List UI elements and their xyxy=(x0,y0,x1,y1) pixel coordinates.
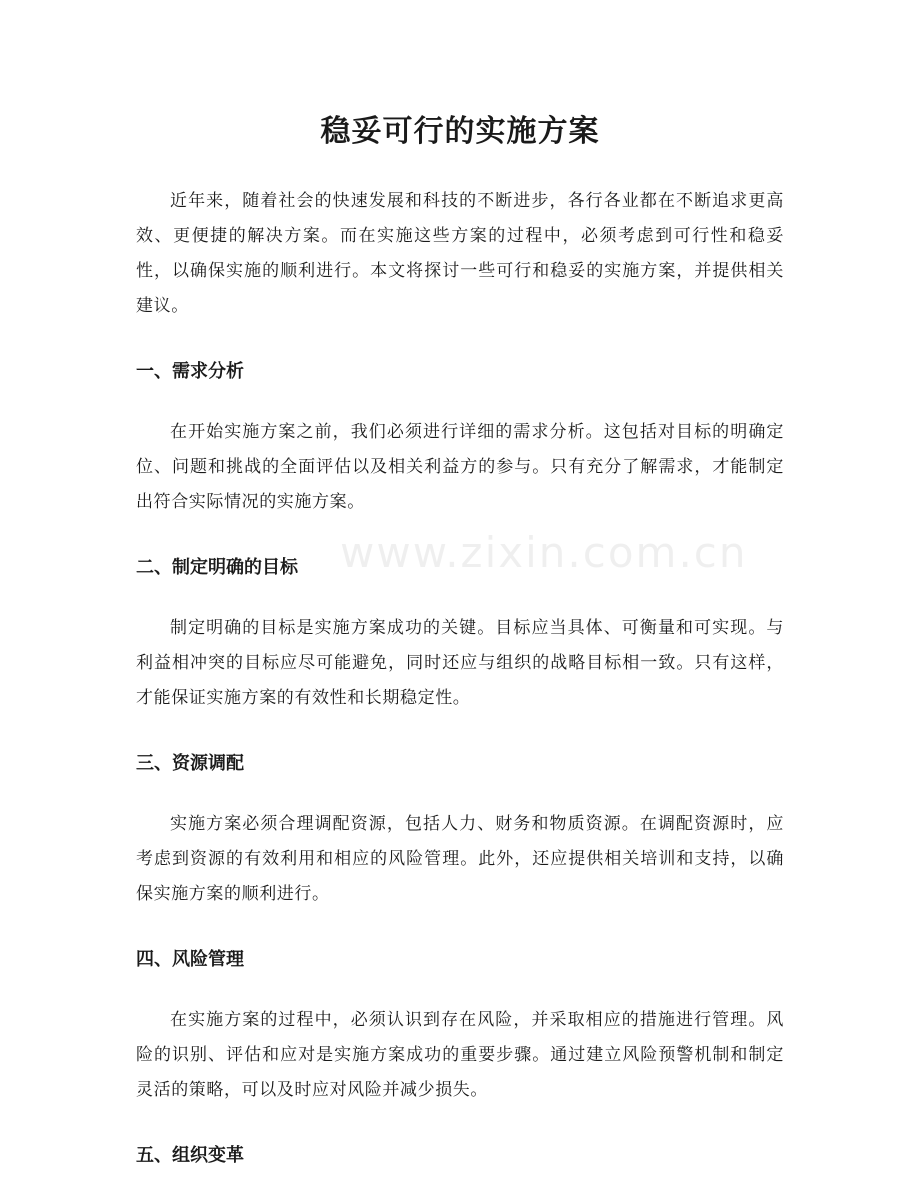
intro-paragraph: 近年来，随着社会的快速发展和科技的不断进步，各行各业都在不断追求更高效、更便捷的解决方案。而在实施这些方案的过程中，必须考虑到可行性和稳妥性，以确保实施的顺利进行。本文将探讨一些可行和稳妥的实施方案，并提供相关建议。 xyxy=(136,191,784,316)
section-body-1: 在开始实施方案之前，我们必须进行详细的需求分析。这包括对目标的明确定位、问题和挑战的全面评估以及相关利益方的参与。只有充分了解需求，才能制定出符合实际情况的实施方案。 xyxy=(136,422,784,512)
section-heading-4: 四、风险管理 xyxy=(136,949,244,970)
section-body-3: 实施方案必须合理调配资源，包括人力、财务和物质资源。在调配资源时，应考虑到资源的有效利用和相应的风险管理。此外，还应提供相关培训和支持，以确保实施方案的顺利进行。 xyxy=(136,814,784,904)
section-heading-1: 一、需求分析 xyxy=(136,361,244,382)
section-heading-2: 二、制定明确的目标 xyxy=(136,557,298,578)
watermark: www.zixin.com.cn xyxy=(340,528,748,577)
section-body-4: 在实施方案的过程中，必须认识到存在风险，并采取相应的措施进行管理。风险的识别、评估和应对是实施方案成功的重要步骤。通过建立风险预警机制和制定灵活的策略，可以及时应对风险并减少损失。 xyxy=(136,1010,784,1100)
section-heading-5: 五、组织变革 xyxy=(136,1145,244,1166)
section-heading-3: 三、资源调配 xyxy=(136,753,244,774)
document-title: 稳妥可行的实施方案 xyxy=(320,114,600,149)
section-body-2: 制定明确的目标是实施方案成功的关键。目标应当具体、可衡量和可实现。与利益相冲突的目标应尽可能避免，同时还应与组织的战略目标相一致。只有这样，才能保证实施方案的有效性和长期稳定性。 xyxy=(136,618,784,708)
